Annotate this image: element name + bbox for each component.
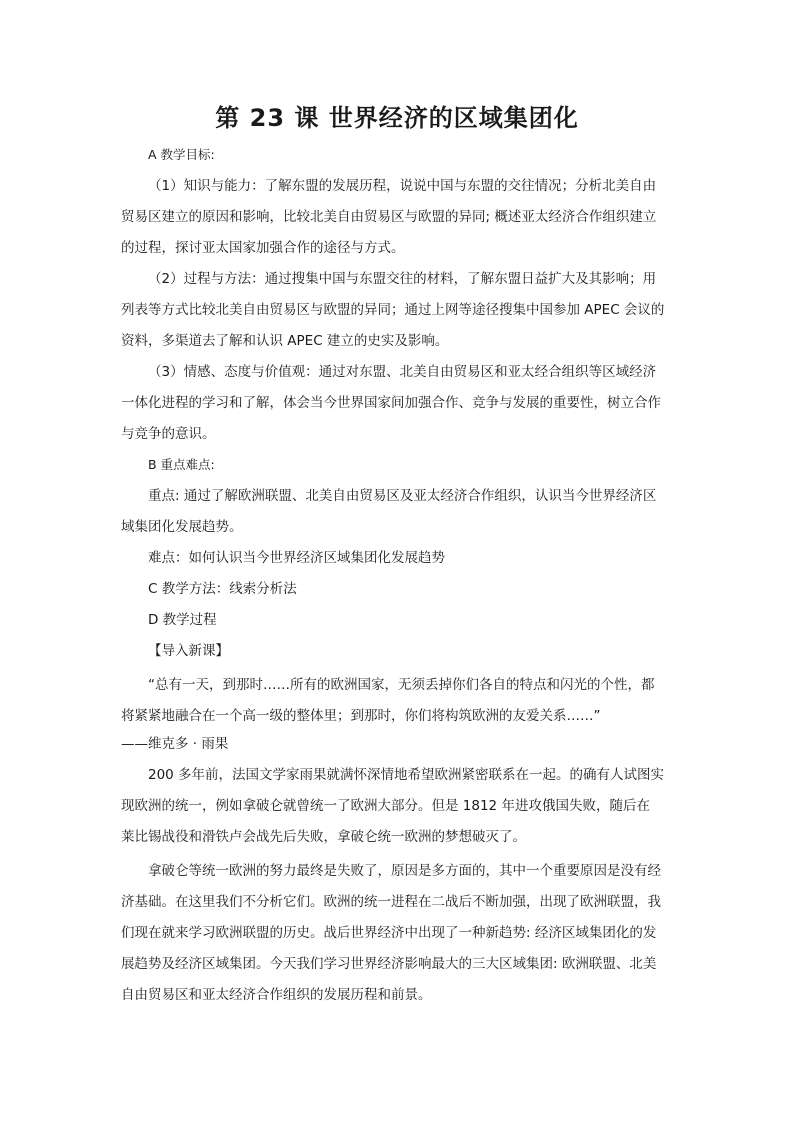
paragraph-line: 重点: 通过了解欧洲联盟、北美自由贸易区及亚太经济合作组织，认识当今世界经济区: [148, 488, 657, 504]
paragraph-line: 展趋势及经济区域集团。今天我们学习世界经济影响最大的三大区域集团: 欧洲联盟、北美: [121, 956, 657, 972]
paragraph-line: 与竞争的意识。: [121, 426, 216, 442]
paragraph-line: 贸易区建立的原因和影响，比较北美自由贸易区与欧盟的异同; 概述亚太经济合作组织建立: [121, 209, 657, 225]
paragraph-line: 莱比锡战役和滑铁卢会战先后失败，拿破仑统一欧洲的梦想破灭了。: [121, 829, 526, 845]
paragraph-line: 一体化进程的学习和了解，体会当今世界国家间加强合作、竞争与发展的重要性，树立合作: [121, 395, 661, 411]
paragraph-line: 域集团化发展趋势。: [121, 519, 243, 535]
quote-line: 将紧紧地融合在一个高一级的整体里；到那时，你们将构筑欧洲的友爱关系……”: [121, 708, 601, 724]
paragraph-line: 自由贸易区和亚太经济合作组织的发展历程和前景。: [121, 987, 432, 1003]
paragraph-line: 现欧洲的统一，例如拿破仑就曾统一了欧洲大部分。但是 1812 年进攻俄国失败，随后在: [121, 798, 650, 814]
paragraph-line: 济基础。在这里我们不分析它们。欧洲的统一进程在二战后不断加强，出现了欧洲联盟，我: [121, 894, 661, 910]
section-heading: C 教学方法：线索分析法: [148, 581, 297, 597]
paragraph-line: 们现在就来学习欧洲联盟的历史。战后世界经济中出现了一种新趋势: 经济区域集团化的发: [121, 925, 657, 941]
paragraph-line: （1）知识与能力：了解东盟的发展历程，说说中国与东盟的交往情况；分析北美自由: [148, 178, 657, 194]
paragraph-line: 资料，多渠道去了解和认识 APEC 建立的史实及影响。: [121, 333, 449, 349]
section-heading: B 重点难点:: [148, 457, 215, 472]
paragraph-line: 难点：如何认识当今世界经济区域集团化发展趋势: [148, 550, 445, 566]
page-title: 第 23 课 世界经济的区域集团化: [215, 104, 579, 132]
paragraph-line: 拿破仑等统一欧洲的努力最终是失败了，原因是多方面的，其中一个重要原因是没有经: [148, 863, 661, 879]
section-heading: D 教学过程: [148, 612, 217, 628]
paragraph-line: （3）情感、态度与价值观：通过对东盟、北美自由贸易区和亚太经合组织等区域经济: [148, 364, 657, 380]
paragraph-line: （2）过程与方法：通过搜集中国与东盟交往的材料，了解东盟日益扩大及其影响；用: [148, 271, 657, 287]
quote-line: “总有一天，到那时……所有的欧洲国家，无须丢掉你们各自的特点和闪光的个性，都: [148, 677, 655, 693]
quote-attribution: ——维克多 · 雨果: [121, 736, 229, 752]
paragraph-line: 的过程，探讨亚太国家加强合作的途径与方式。: [121, 240, 405, 256]
subsection-heading: 【导入新课】: [148, 643, 229, 659]
paragraph-line: 200 多年前，法国文学家雨果就满怀深情地希望欧洲紧密联系在一起。的确有人试图实: [148, 767, 665, 783]
section-heading: A 教学目标:: [148, 147, 215, 162]
paragraph-line: 列表等方式比较北美自由贸易区与欧盟的异同；通过上网等途径搜集中国参加 APEC 会议的: [121, 302, 665, 318]
